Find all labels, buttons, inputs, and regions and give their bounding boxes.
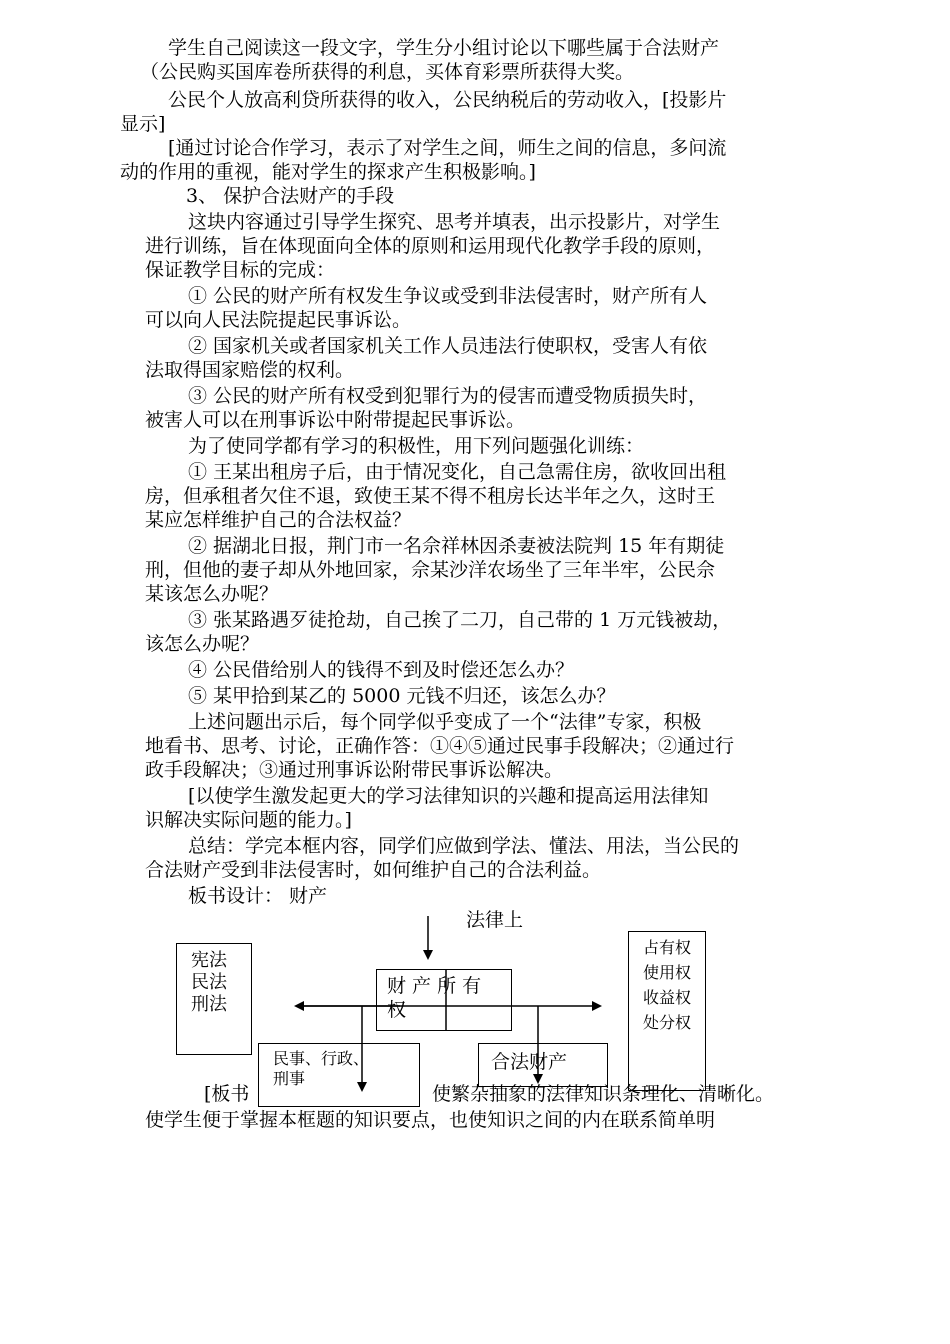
paragraph-line: 合法财产受到非法侵害时，如何维护自己的合法利益。 [145,859,602,881]
paragraph-line: 某应怎样维护自己的合法权益？ [145,509,412,531]
paragraph-line: ② 据湖北日报，荆门市一名佘祥林因杀妻被法院判 15 年有期徒 [188,535,725,557]
footer-line-start: [板书 [204,1083,250,1105]
diagram-right-box [628,931,706,1091]
paragraph-line: ② 国家机关或者国家机关工作人员违法行使职权，受害人有依 [188,335,708,357]
board-design-heading: 板书设计： 财产 [188,885,328,907]
diagram-right-item: 使用权 [643,963,692,982]
footer-line: 使学生便于掌握本框题的知识要点，也使知识之间的内在联系简单明 [145,1109,716,1131]
paragraph-line: 为了使同学都有学习的积极性，用下列问题强化训练： [188,435,645,457]
diagram-bottom-left-box [258,1043,420,1107]
section-heading: 3、 保护合法财产的手段 [186,185,395,207]
paragraph-line: 政手段解决；③通过刑事诉讼附带民事诉讼解决。 [145,759,564,781]
diagram-center-line2: 权 [387,999,407,1021]
paragraph-line: 学生自己阅读这一段文字，学生分小组讨论以下哪些属于合法财产 [168,37,720,59]
paragraph-line: ① 王某出租房子后，由于情况变化，自己急需住房，欲收回出租 [188,461,727,483]
paragraph-line: 显示] [120,113,166,135]
paragraph-line: 总结：学完本框内容，同学们应做到学法、懂法、用法，当公民的 [188,835,740,857]
diagram-left-item: 宪法 [191,950,227,971]
diagram-right-item: 收益权 [643,988,692,1007]
paragraph-line: 法取得国家赔偿的权利。 [145,359,355,381]
paragraph-line: 进行训练，旨在体现面向全体的原则和运用现代化教学手段的原则， [145,235,716,257]
paragraph-line: 某该怎么办呢？ [145,583,279,605]
paragraph-line: 被害人可以在刑事诉讼中附带提起民事诉讼。 [145,409,526,431]
footer-line-end: 使繁杂抽象的法律知识条理化、清晰化。 [432,1083,775,1105]
paragraph-line: ④ 公民借给别人的钱得不到及时偿还怎么办？ [188,659,575,681]
paragraph-line: 可以向人民法院提起民事诉讼。 [145,309,412,331]
diagram-center-line1: 财 产 所 有 [387,975,482,997]
diagram-right-item: 占有权 [643,938,692,957]
paragraph-line: 公民个人放高利贷所获得的收入，公民纳税后的劳动收入，[投影片 [168,89,727,111]
paragraph-line: 识解决实际问题的能力。] [145,809,352,831]
diagram-bottom-right-label: 合法财产 [491,1051,568,1073]
paragraph-line: ③ 张某路遇歹徒抢劫，自己挨了二刀，自己带的 1 万元钱被劫， [188,609,732,631]
paragraph-line: 房，但承租者欠住不退，致使王某不得不租房长达半年之久，这时王 [145,485,716,507]
paragraph-line: 该怎么办呢？ [145,633,260,655]
paragraph-line: 保证教学目标的完成： [145,259,336,281]
diagram-center-box [376,969,512,1031]
paragraph-line: 上述问题出示后，每个同学似乎变成了一个“法律”专家，积极 [188,711,702,733]
diagram-left-box [176,943,252,1055]
diagram-bottom-left-line: 刑事 [273,1069,306,1088]
paragraph-line: 刑，但他的妻子却从外地回家，佘某沙洋农场坐了三年半牢，公民佘 [145,559,716,581]
paragraph-line: 地看书、思考、讨论，正确作答：①④⑤通过民事手段解决；②通过行 [145,735,735,757]
diagram-bottom-left-line: 民事、行政、 [273,1049,370,1068]
paragraph-line: 动的作用的重视，能对学生的探求产生积极影响。] [120,161,536,183]
paragraph-line: [以使学生激发起更大的学习法律知识的兴趣和提高运用法律知 [188,785,709,807]
diagram-top-label: 法律上 [466,909,524,931]
diagram-right-item: 处分权 [643,1013,692,1032]
diagram-left-item: 民法 [191,972,227,993]
paragraph-line: ① 公民的财产所有权发生争议或受到非法侵害时，财产所有人 [188,285,708,307]
paragraph-line: [通过讨论合作学习，表示了对学生之间，师生之间的信息，多问流 [168,137,727,159]
diagram-bottom-right-box [478,1043,608,1087]
paragraph-line: 这块内容通过引导学生探究、思考并填表，出示投影片，对学生 [188,211,721,233]
paragraph-line: ③ 公民的财产所有权受到犯罪行为的侵害而遭受物质损失时， [188,385,708,407]
paragraph-line: （公民购买国库卷所获得的利息，买体育彩票所获得大奖。 [140,61,635,83]
paragraph-line: ⑤ 某甲拾到某乙的 5000 元钱不归还，该怎么办？ [188,685,616,707]
diagram-left-item: 刑法 [191,994,227,1015]
